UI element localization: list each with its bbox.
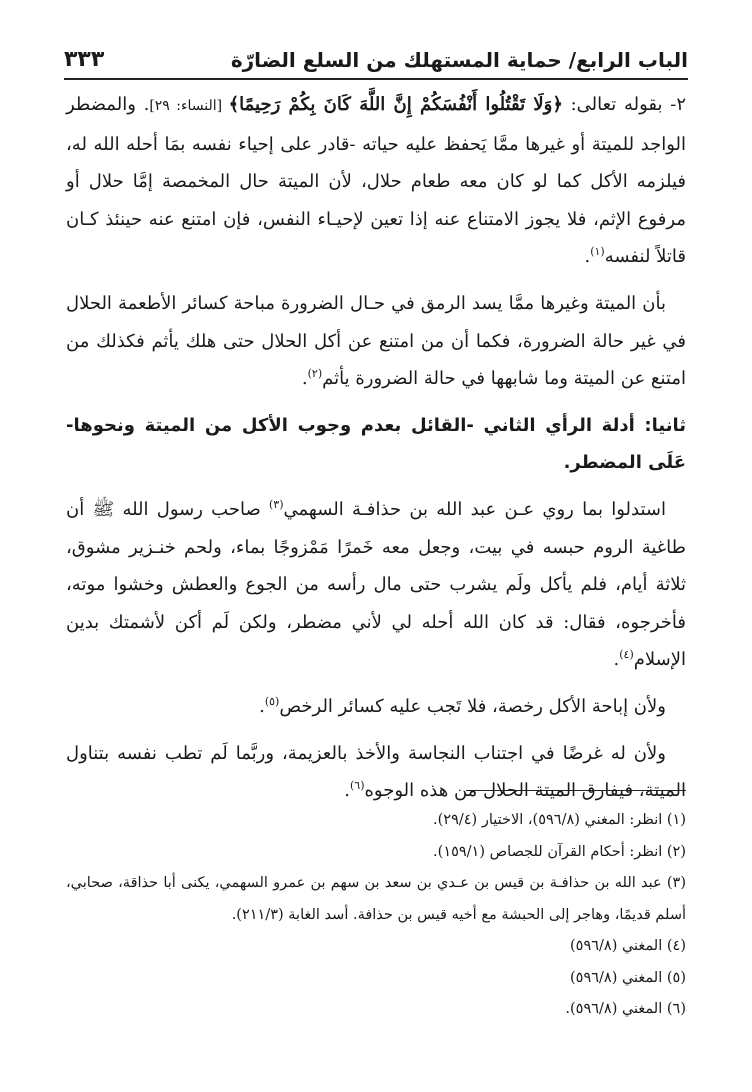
header-rule xyxy=(64,78,688,80)
footnote-6: (٦) المغني (٥٩٦/٨). xyxy=(565,1001,686,1017)
footnote-5: (٥) المغني (٥٩٦/٨) xyxy=(569,969,686,986)
paragraph-1-lead: ٢- بقوله تعالى: xyxy=(562,94,686,115)
paragraph-2-text: بأن الميتة وغيرها ممَّا يسد الرمق في حـال الضرورة مباحة كسائر الأطعمة الحلال في غير حالة الضرورة، فكما أن من امتنع عن أكل الحلال حتى هلك يأثم فكذلك من امتنع عن الميتة وما شابهها في حالة الضرورة يأثم xyxy=(66,292,686,390)
paragraph-4-text: ولأن إباحة الأكل رخصة، فلا تَجب عليه كسائر الرخص xyxy=(279,695,666,717)
paragraph-5 xyxy=(66,735,686,810)
running-title: الباب الرابع/ حماية المستهلك من السلع الضارّة xyxy=(230,48,688,72)
paragraph-5-end: . xyxy=(344,780,350,802)
paragraph-3-text-b: صاحب رسول الله ﷺ أن طاغية الروم حبسه في بيت، وجعل معه خَمرًا مَمْزوجًا بماء، ولحم خنـزير مشوق، ثلاثة أيام، فلم يأكل ولَم يشرب حتى مال رأسه من الجوع والعطش وخشوا موته، فأخرجوه، فقال: قد كان الله أحله لي لأني مضطر، ولكن لَم أكن لأشمتك بدين الإسلام xyxy=(66,498,686,671)
main-text xyxy=(66,86,686,819)
paragraph-3-text-a: استدلوا بما روي عـن عبد الله بن حذافـة السهمي xyxy=(283,498,666,520)
paragraph-3-end: . xyxy=(613,649,620,671)
footnote-1: (١) انظر: المغني (٥٩٦/٨)، الاختيار (٢٩/٤). xyxy=(433,812,686,828)
footnote-marker-3: (٣) xyxy=(268,497,284,511)
verse-reference: [النساء: ٢٩] xyxy=(149,98,229,114)
paragraph-4 xyxy=(66,688,686,726)
paragraph-4-end: . xyxy=(259,695,265,717)
paragraph-2 xyxy=(66,285,686,398)
footnotes xyxy=(66,805,686,1026)
footnote-marker-4: (٤) xyxy=(619,648,634,662)
paragraph-1-end: . xyxy=(584,246,591,268)
footnote-4: (٤) المغني (٥٩٦/٨) xyxy=(569,938,686,954)
quran-verse: ﴿وَلَا تَقْتُلُوا أَنْفُسَكُمْ إِنَّ اللَّهَ كَانَ بِكُمْ رَحِيمًا﴾ xyxy=(228,94,563,115)
section-heading: ثانيا: أدلة الرأي الثاني -القائل بعدم وجوب الأكل من الميتة ونحوها- عَلَى المضطر. xyxy=(66,414,686,474)
page-header xyxy=(64,38,688,74)
footnote-3: (٣) عبد الله بن حذافـة بن قيس بن عـدي بن سعد بن سهم بن عمرو السهمي، يكنى أبا حذاقة، صحابي، أسلم قديمًا، وهاجر إلى الحبشة مع أخيه قيس بن حذافة. أسد الغابة (٢١١/٣). xyxy=(66,875,686,923)
paragraph-1-text: . والمضطر الواجد للميتة أو غيرها ممَّا يَحفظ عليه حياته -قادر على إحياء نفسه بمَا أحله الله له، فيلزمه الأكل كما لو كان معه طعام حلال، لأن الميتة حال المخمصة إمَّا حلال أو مرفوع الإثم، فلا يجوز الامتناع عنه إذا تعين لإحيـاء النفس، فإن امتنع عنه حينئذ كـان قاتلاً لنفسه xyxy=(66,94,686,268)
footnote-marker-2: (٢) xyxy=(307,367,323,381)
footnote-2: (٢) انظر: أحكام القرآن للجصاص (١٥٩/١). xyxy=(433,843,686,860)
footnote-marker-1: (١) xyxy=(590,245,605,259)
paragraph-3 xyxy=(66,491,686,679)
footnote-marker-6: (٦) xyxy=(349,779,365,793)
paragraph-5-text: ولأن له غرضًا في اجتناب النجاسة والأخذ بالعزيمة، وربَّما لَم تطب نفسه بتناول الميتة، فيفارق الميتة الحلال من هذه الوجوه xyxy=(66,742,686,802)
footnote-separator xyxy=(466,790,686,791)
footnote-marker-5: (٥) xyxy=(264,694,280,708)
paragraph-1 xyxy=(66,86,686,276)
paragraph-2-end: . xyxy=(301,368,308,390)
page-number: ٣٣٣ xyxy=(64,47,105,72)
